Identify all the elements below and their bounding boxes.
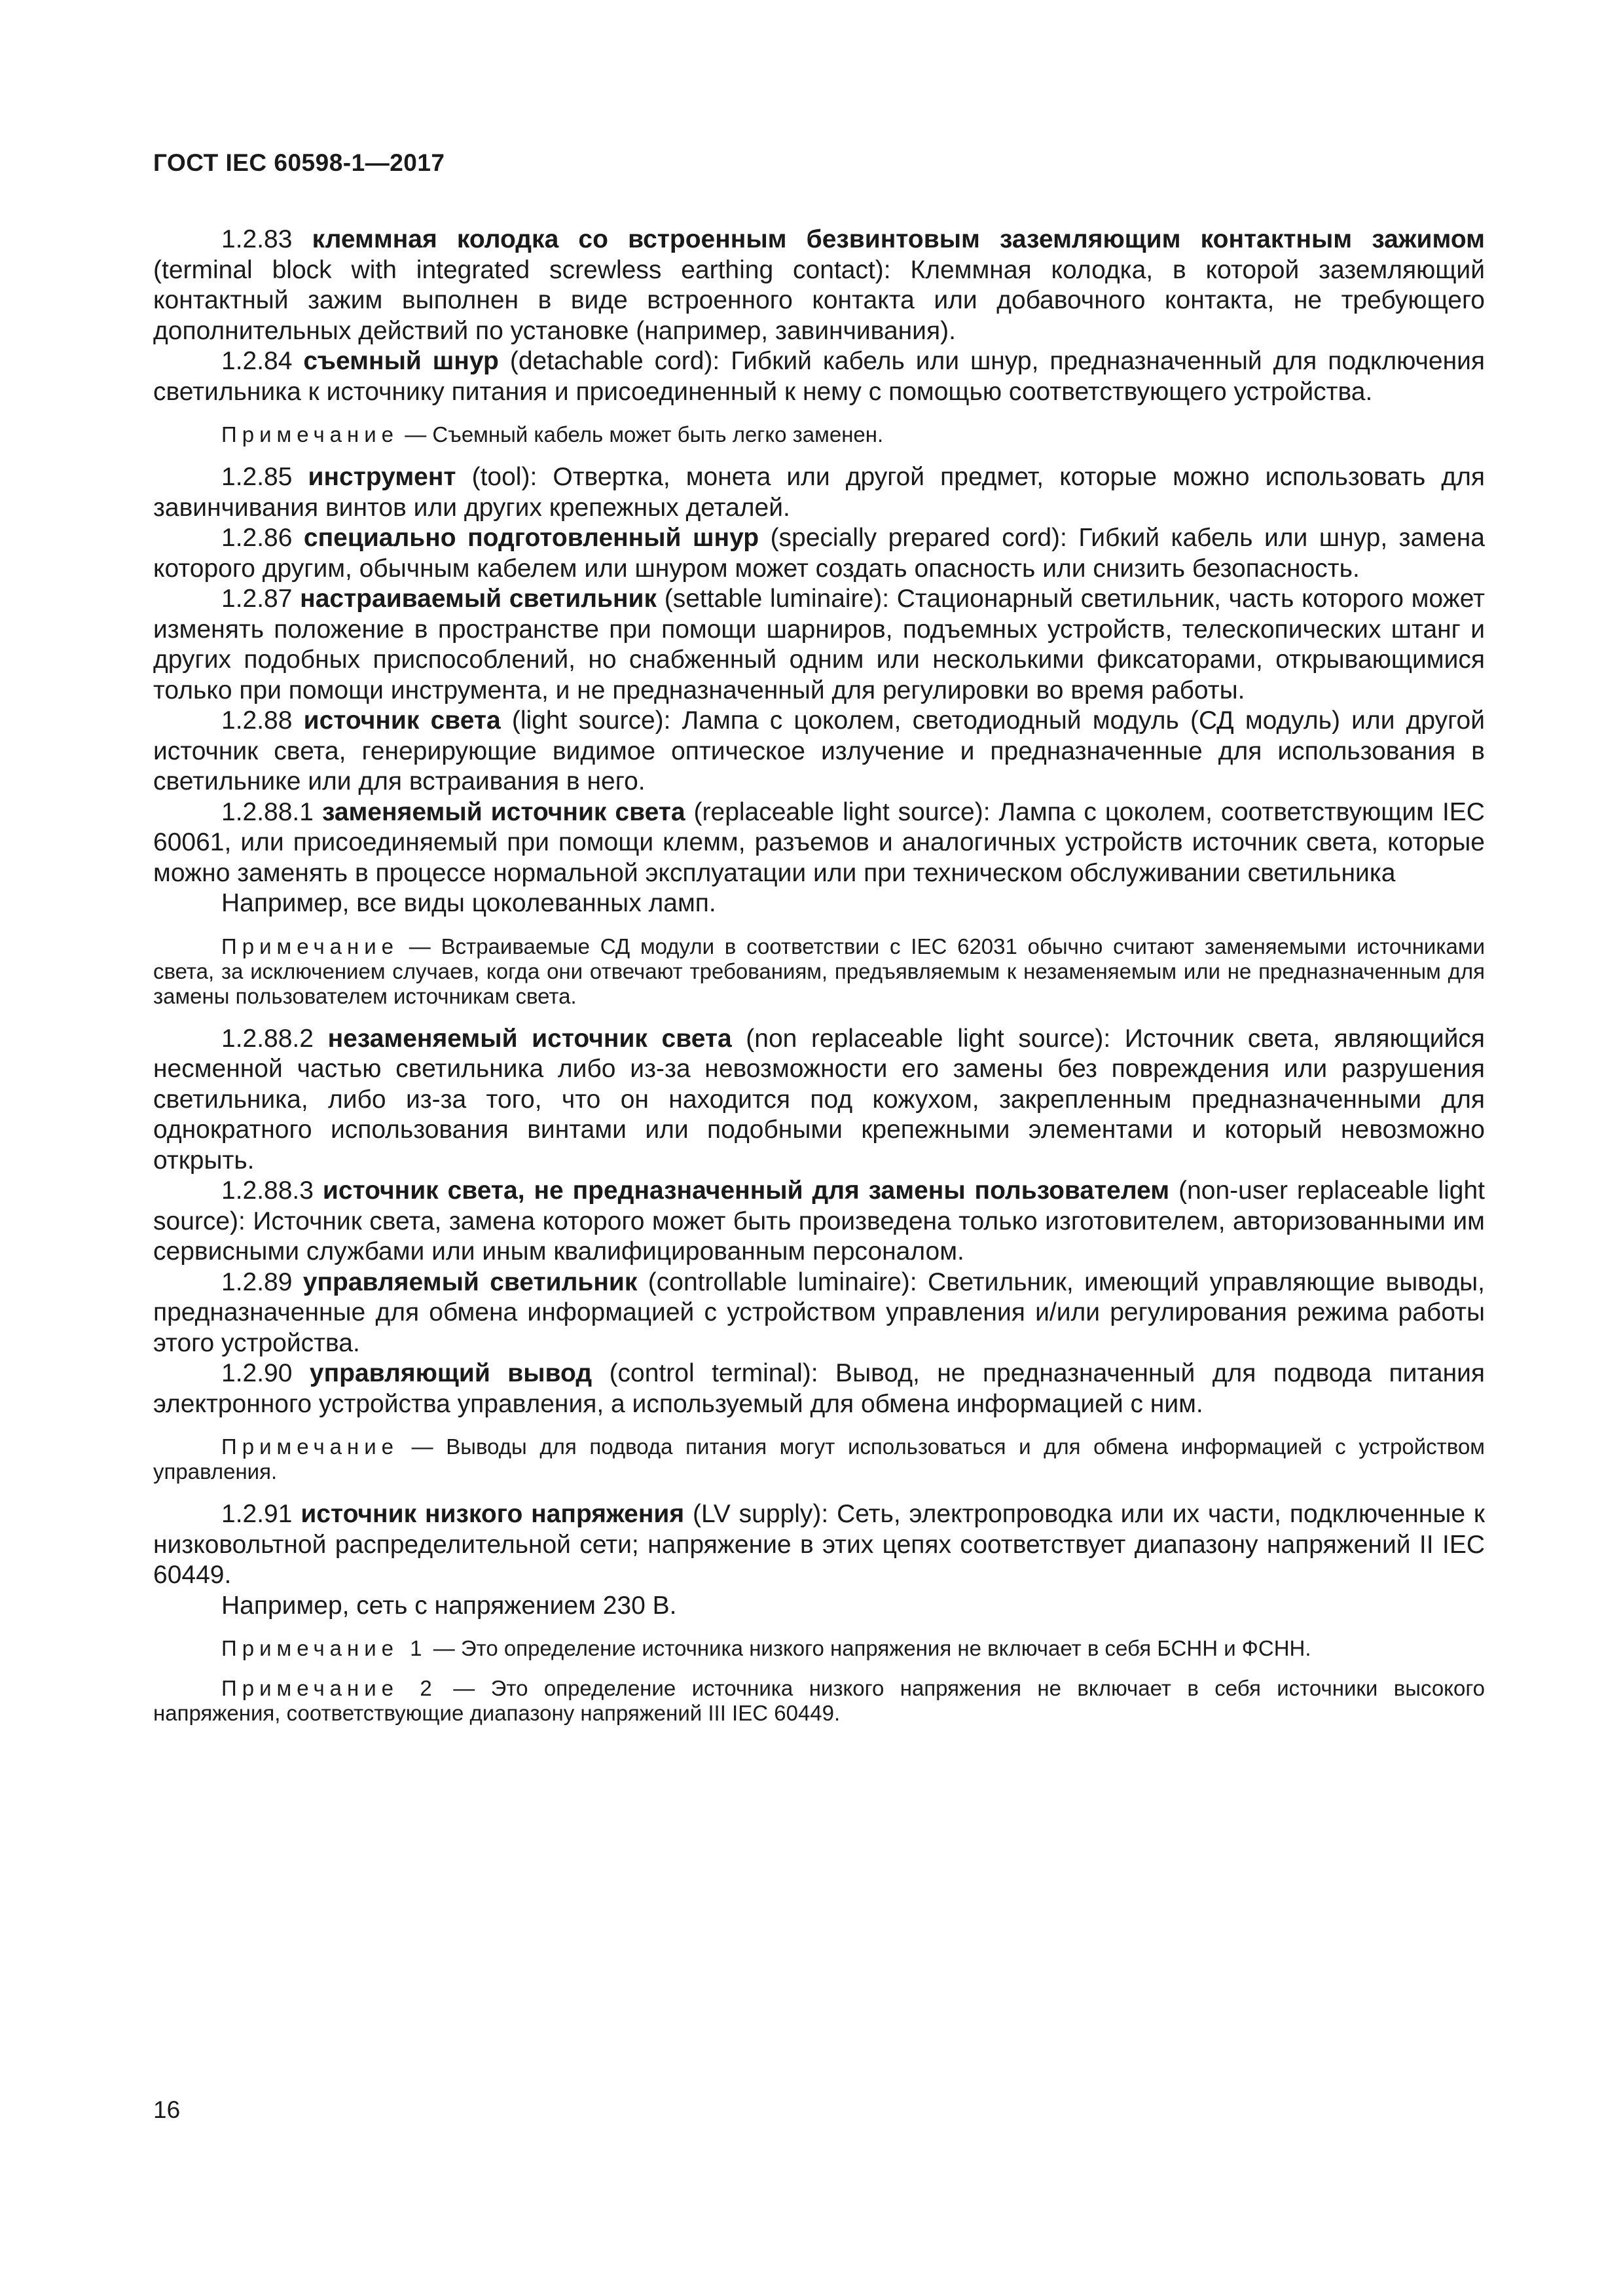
definition-text: (specially prepared cord): Гибкий кабель или шнур, замена которого другим, обычным кабелем или шнуром может создать опасность или снизить безопасность. — [153, 524, 1485, 583]
definition-text: (control terminal): Вывод, не предназначенный для подвода питания электронного устройства управления, а используемый для обмена информацией с ним. — [153, 1359, 1486, 1418]
clause-number: 1.2.90 — [221, 1359, 293, 1387]
definition-text: (tool): Отвертка, монета или другой предмет, которые можно использовать для завинчивания винтов или других крепежных деталей. — [153, 463, 1486, 522]
defined-term: специально подготовленный шнур — [303, 524, 759, 552]
definition-paragraph — [153, 1176, 1485, 1267]
note-label: Примечание 1 — [221, 1636, 428, 1660]
definition-text: (replaceable light source): Лампа с цоколем, соответствующим IEC 60061, или присоединяемый при помощи клемм, разъемов и аналогичных устройств источник света, которые можно заменять в процессе нормальной эксплуатации или при техническом обслуживании светильника — [153, 797, 1485, 887]
defined-term: съемный шнур — [303, 347, 499, 375]
note-paragraph — [153, 1434, 1485, 1484]
defined-term: заменяемый источник света — [321, 797, 685, 826]
page-number: 16 — [153, 2096, 181, 2123]
clause-number: 1.2.88.2 — [221, 1024, 314, 1053]
definition-paragraph — [153, 1024, 1485, 1176]
note-paragraph — [153, 1636, 1485, 1661]
definition-text: (non-user replaceable light source): Источник света, замена которого может быть произведена только изготовителем, авторизованными им сервисными службами или иным квалифицированным персоналом. — [153, 1176, 1486, 1266]
definition-text: (settable luminaire): Стационарный светильник, часть которого может изменять положение в пространстве при помощи шарниров, подъемных устройств, телескопических штанг и других подобных приспособлений, но снабженный одним или несколькими фиксаторами, открывающимися только при помощи инструмента, и не предназначенный для регулировки во время работы. — [153, 585, 1485, 704]
clause-number: 1.2.83 — [221, 225, 293, 253]
note-text: — Съемный кабель может быть легко заменен. — [405, 422, 884, 446]
definition-paragraph — [153, 1267, 1485, 1359]
definition-paragraph — [153, 584, 1485, 706]
definition-text: (non replaceable light source): Источник света, являющийся несменной частью светильника либо из-за невозможности его замены без повреждения или разрушения светильника, либо из-за того, что он находится под кожухом, закрепленным предназначенными для однократного использования винтами или подобными крепежными элементами и который невозможно открыть. — [153, 1024, 1485, 1175]
defined-term: источник света — [303, 706, 501, 735]
note-label: Примечание — [221, 422, 399, 446]
definition-paragraph — [153, 462, 1485, 523]
note-label: Примечание — [221, 1434, 399, 1459]
note-paragraph — [153, 422, 1485, 447]
definition-paragraph — [153, 225, 1485, 346]
clause-number: 1.2.88 — [221, 706, 293, 735]
document-body — [153, 225, 1485, 1741]
definition-text: (LV supply): Сеть, электропроводка или их части, подключенные к низковольтной распределительной сети; напряжение в этих цепях соответствует диапазону напряжений II IEC 60449. — [153, 1500, 1485, 1589]
definition-text: (terminal block with integrated screwless earthing contact): Клеммная колодка, в которой заземляющий контактный зажим выполнен в виде встроенного контакта или добавочного контакта, не требующего дополнительных действий по установке (например, завинчивания). — [153, 255, 1485, 345]
defined-term: источник низкого напряжения — [301, 1500, 685, 1528]
note-paragraph — [153, 1676, 1485, 1726]
example-paragraph: Например, все виды цоколеванных ламп. — [221, 889, 716, 917]
clause-number: 1.2.88.3 — [221, 1176, 314, 1205]
clause-number: 1.2.87 — [221, 585, 293, 613]
note-paragraph — [153, 934, 1485, 1009]
clause-number: 1.2.88.1 — [221, 797, 314, 826]
note-text: — Это определение источника низкого напряжения не включает в себя источники высокого напряжения, соответствующие диапазону напряжений III IEC 60449. — [153, 1676, 1485, 1725]
defined-term: источник света, не предназначенный для замены пользователем — [322, 1176, 1170, 1205]
defined-term: управляемый светильник — [302, 1267, 638, 1296]
note-label: Примечание — [221, 934, 399, 958]
note-text: — Выводы для подвода питания могут использоваться и для обмена информацией с устройством управления. — [153, 1434, 1485, 1484]
definition-paragraph — [153, 706, 1485, 797]
definition-paragraph — [153, 1358, 1485, 1419]
page-header: ГОСТ IEC 60598-1—2017 — [153, 149, 445, 176]
definition-paragraph — [153, 797, 1485, 889]
definition-paragraph — [153, 346, 1485, 407]
definition-paragraph — [153, 1499, 1485, 1591]
note-text: — Встраиваемые СД модули в соответствии с IEC 62031 обычно считают заменяемыми источниками света, за исключением случаев, когда они отвечают требованиям, предъявляемым к незаменяемым или не предназначенным для замены пользователем источникам света. — [153, 934, 1485, 1008]
clause-number: 1.2.86 — [221, 524, 293, 552]
definition-text: (detachable cord): Гибкий кабель или шнур, предназначенный для подключения светильника к источнику питания и присоединенный к нему с помощью соответствующего устройства. — [153, 347, 1486, 406]
clause-number: 1.2.85 — [221, 463, 293, 491]
clause-number: 1.2.91 — [221, 1500, 293, 1528]
note-text: — Это определение источника низкого напряжения не включает в себя БСНН и ФСНН. — [433, 1636, 1311, 1660]
defined-term: инструмент — [308, 463, 456, 491]
note-label: Примечание 2 — [221, 1676, 437, 1700]
defined-term: незаменяемый источник света — [327, 1024, 732, 1053]
defined-term: клеммная колодка со встроенным безвинтовым заземляющим контактным зажимом — [312, 225, 1485, 253]
defined-term: управляющий вывод — [309, 1359, 593, 1387]
definition-text: (controllable luminaire): Светильник, имеющий управляющие выводы, предназначенные для обмена информацией с устройством управления и/или регулирования режима работы этого устройства. — [153, 1267, 1485, 1357]
defined-term: настраиваемый светильник — [300, 585, 657, 613]
clause-number: 1.2.84 — [221, 347, 293, 375]
example-paragraph: Например, сеть с напряжением 230 В. — [221, 1591, 677, 1620]
definition-text: (light source): Лампа с цоколем, светодиодный модуль (СД модуль) или другой источник света, генерирующие видимое оптическое излучение и предназначенные для использования в светильнике или для встраивания в него. — [153, 706, 1486, 795]
clause-number: 1.2.89 — [221, 1267, 293, 1296]
document-page — [153, 0, 1485, 2296]
definition-paragraph — [153, 523, 1485, 584]
